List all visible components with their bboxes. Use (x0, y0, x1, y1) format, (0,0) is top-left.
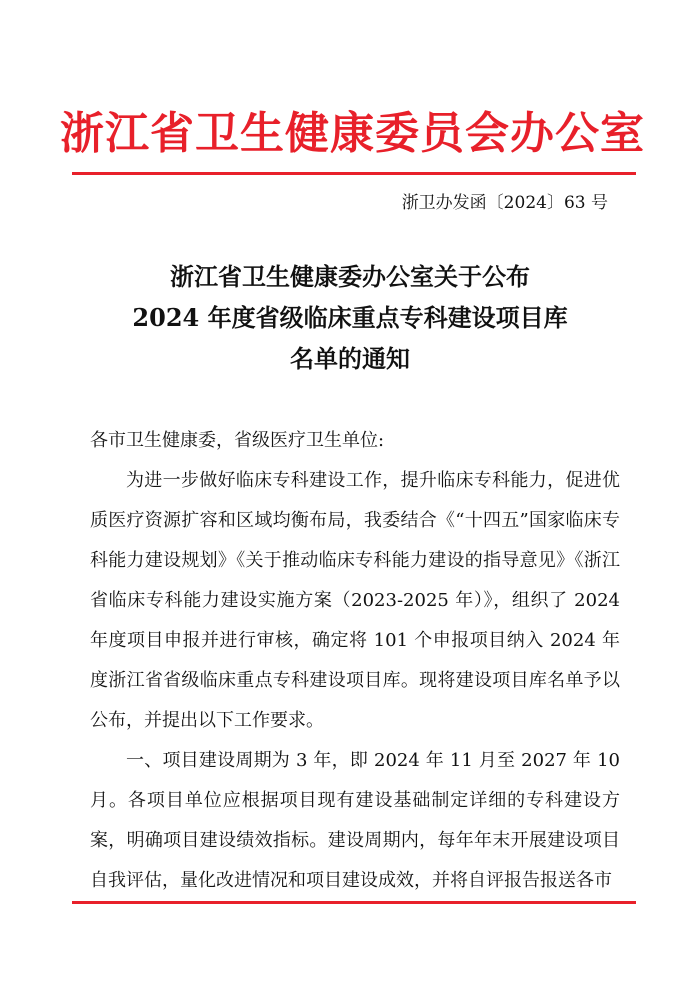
document-number: 浙卫办发函〔2024〕63 号 (401, 193, 608, 213)
title-line-3: 名单的通知 (290, 344, 410, 373)
masthead-red-rule (72, 172, 636, 175)
body-paragraph-2: 一、项目建设周期为 3 年，即 2024 年 11 月至 2027 年 10 月。各项目单位应根据项目现有建设基础制定详细的专科建设方案，明确项目建设绩效指标。建设周期内，每年年末开展建设项目自我评估，量化改进情况和项目建设成效，并将自评报告报送各市 (90, 750, 620, 891)
issuer-masthead: 浙江省卫生健康委员会办公室 (60, 108, 645, 159)
title-line-1: 浙江省卫生健康委办公室关于公布 (170, 262, 530, 291)
document-title (60, 256, 640, 379)
footer-red-rule (72, 901, 636, 904)
title-line-2: 2024 年度省级临床重点专科建设项目库 (132, 303, 568, 332)
document-body (90, 421, 620, 901)
body-paragraph-1: 为进一步做好临床专科建设工作，提升临床专科能力，促进优质医疗资源扩容和区域均衡布局，我委结合《“十四五”国家临床专科能力建设规划》《关于推动临床专科能力建设的指导意见》《浙江省临床专科能力建设实施方案（2023-2025 年）》，组织了 2024 年度项目申报并进行审核，确定将 101 个申报项目纳入 2024 年度浙江省省级临床重点专科建设项目库。现将建设项目库名单予以公布，并提出以下工作要求。 (90, 470, 620, 731)
salutation: 各市卫生健康委，省级医疗卫生单位: (90, 430, 385, 451)
